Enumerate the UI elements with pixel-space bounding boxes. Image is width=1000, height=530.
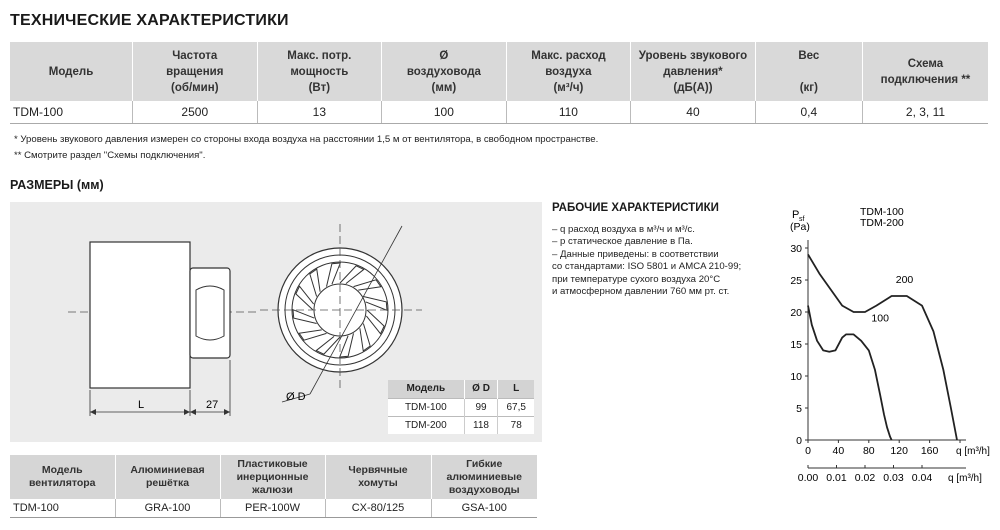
header-line: мощность (290, 65, 349, 78)
y-tick-label: 30 (790, 243, 802, 255)
y-tick-label: 20 (790, 307, 802, 319)
spec-header (257, 42, 382, 101)
header-line: Макс. расход (531, 49, 606, 62)
x-tick-label: 80 (862, 445, 875, 457)
spec-cell: 110 (506, 101, 631, 123)
x2-tick-label: 0.02 (854, 472, 876, 484)
x-tick-label: 120 (890, 445, 908, 457)
spec-header (506, 42, 631, 101)
spec-header (133, 42, 258, 101)
header-line: воздуха (545, 65, 592, 78)
acc-cell: GSA-100 (431, 499, 537, 517)
header-line: Червячные хомуты (348, 464, 408, 489)
table-row (10, 101, 988, 123)
legend-entry: TDM-100 (860, 206, 904, 218)
header-line: Модель (48, 65, 94, 78)
spec-cell: 100 (382, 101, 507, 123)
performance-title: РАБОЧИЕ ХАРАКТЕРИСТИКИ (552, 202, 719, 214)
performance-note-line: при температуре сухого воздуха 20°С (552, 273, 721, 285)
header-line: давления* (663, 65, 723, 78)
acc-cell: GRA-100 (115, 499, 220, 517)
spec-header (10, 42, 133, 101)
dimensions-table (388, 380, 534, 434)
spec-header (862, 42, 988, 101)
dimensions-title: РАЗМЕРЫ (мм) (10, 178, 104, 192)
header-line: (кг) (799, 81, 818, 94)
y-tick-label: 15 (790, 339, 802, 351)
y-tick-label: 0 (796, 435, 802, 447)
x-tick-label: 0 (805, 445, 811, 457)
acc-cell: TDM-100 (10, 499, 115, 517)
label-27: 27 (206, 399, 219, 411)
y-tick-label: 5 (796, 403, 802, 415)
header-line: (м³/ч) (553, 81, 584, 94)
header-line: Ø (439, 49, 449, 62)
series-line-100 (808, 306, 892, 440)
fan-body-shape (90, 242, 190, 388)
footnote-1: * Уровень звукового давления измерен со стороны входа воздуха на расстоянии 1,5 м от вентилятора, в свободном пространстве. (14, 134, 599, 145)
dim-cell: 99 (464, 398, 498, 416)
accessories-table (10, 455, 537, 518)
dim-cell: 118 (464, 416, 498, 434)
dim-cell: TDM-100 (388, 398, 464, 416)
header-line: Макс. потр. (287, 49, 352, 62)
header-line: жалюзи (252, 483, 293, 496)
x-axis-label-bottom: q [m³/h] (948, 473, 982, 484)
header-line: подключения ** (880, 73, 971, 86)
header-line: решётка (145, 477, 190, 489)
spec-cell: TDM-100 (10, 101, 133, 123)
header-line: Схема (907, 57, 944, 70)
header-line: (об/мин) (171, 81, 219, 94)
y-tick-label: 25 (790, 275, 802, 287)
x-tick-label: 160 (920, 445, 939, 457)
label-diameter: Ø D (286, 391, 306, 403)
y-tick-label: 10 (790, 371, 802, 383)
x2-tick-label: 0.01 (826, 472, 847, 484)
footnote-2: ** Смотрите раздел "Схемы подключения". (14, 150, 206, 161)
header-line: (Вт) (308, 81, 331, 94)
acc-header (115, 455, 220, 499)
acc-cell: CX-80/125 (325, 499, 431, 517)
header-line: инерционные (236, 470, 309, 483)
performance-note-line: – p статическое давление в Па. (552, 236, 693, 248)
performance-chart (770, 200, 998, 490)
x2-tick-label: 0.03 (883, 472, 904, 484)
legend-entry: TDM-200 (860, 217, 904, 229)
x2-tick-label: 0.04 (911, 472, 933, 484)
dim-cell: 78 (498, 416, 534, 434)
label-L: L (138, 399, 145, 411)
header-line: Вес (798, 49, 820, 62)
series-label: 200 (895, 274, 914, 287)
table-row (388, 398, 534, 416)
header-line: Гибкие (466, 457, 503, 470)
acc-header (325, 455, 431, 499)
header-line: воздуховоды (448, 483, 520, 496)
x-tick-label: 40 (832, 445, 845, 457)
spec-cell: 13 (257, 101, 382, 123)
header-line: алюминиевые (446, 470, 522, 483)
y-axis-unit: (Pa) (790, 221, 810, 233)
spec-cell: 40 (631, 101, 756, 123)
performance-note-line: и атмосферном давлении 760 мм рт. ст. (552, 286, 730, 298)
spec-header (755, 42, 862, 101)
dim-header: Ø D (464, 380, 498, 398)
series-label: 100 (871, 312, 889, 325)
header-line: Частота (172, 49, 218, 62)
performance-notes (552, 224, 772, 298)
x-axis-label-top: q [m³/h] (956, 446, 990, 457)
performance-note-line: – q расход воздуха в м³/ч и м³/с. (552, 224, 695, 235)
dim-cell: TDM-200 (388, 416, 464, 434)
header-line: (дБ(А)) (673, 81, 713, 94)
tech-title: ТЕХНИЧЕСКИЕ ХАРАКТЕРИСТИКИ (10, 12, 289, 29)
header-line: Модель (41, 464, 83, 476)
header-line: Уровень звукового (638, 49, 748, 62)
x2-tick-label: 0.00 (797, 472, 819, 484)
spec-cell: 2, 3, 11 (862, 101, 988, 123)
series-line-200 (808, 254, 957, 440)
acc-header (10, 455, 115, 499)
header-line: воздуховода (406, 65, 481, 78)
spec-header (382, 42, 507, 101)
header-line: Пластиковые (237, 457, 308, 470)
table-row (10, 499, 537, 517)
table-row (388, 416, 534, 434)
spec-header (631, 42, 756, 101)
y-axis-label-sub: sf (799, 216, 805, 223)
acc-header (431, 455, 537, 499)
dim-cell: 67,5 (498, 398, 534, 416)
dim-header: Модель (388, 380, 464, 398)
y-axis-label: P (792, 209, 800, 221)
header-line: вращения (166, 65, 224, 78)
performance-note-line: – Данные приведены: в соответствии (552, 248, 719, 260)
header-line: вентилятора (28, 477, 96, 489)
spec-cell: 2500 (133, 101, 258, 123)
dim-header: L (498, 380, 534, 398)
acc-cell: PER-100W (220, 499, 325, 517)
acc-header (220, 455, 325, 499)
spec-table (10, 42, 988, 124)
spec-cell: 0,4 (755, 101, 862, 123)
performance-note-line: со стандартами: ISO 5801 и AMCA 210-99; (552, 261, 742, 273)
header-line: Алюминиевая (130, 464, 205, 476)
header-line: (мм) (431, 81, 457, 94)
